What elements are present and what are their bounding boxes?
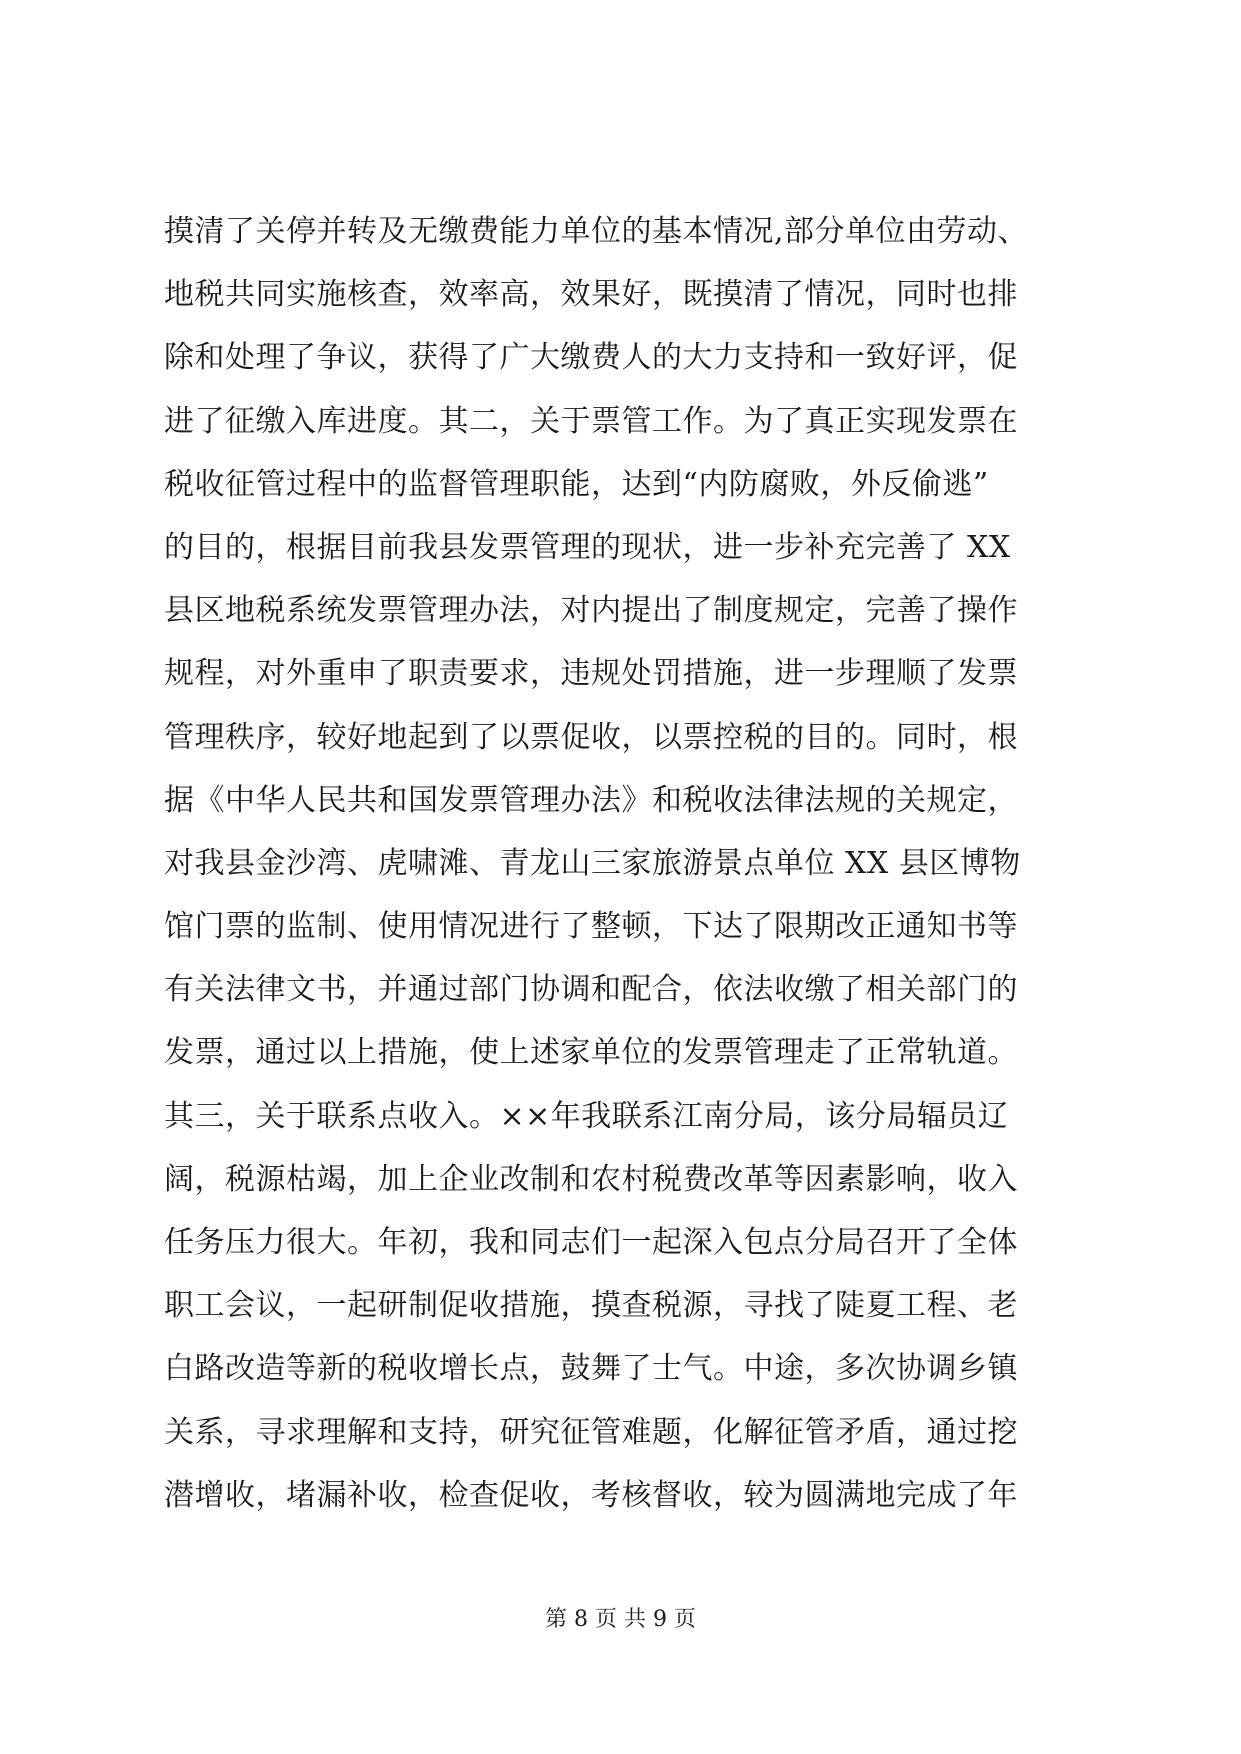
text-line: 摸清了关停并转及无缴费能力单位的基本情况,部分单位由劳动、 bbox=[164, 214, 1029, 249]
text-line: 对我县金沙湾、虎啸滩、青龙山三家旅游景点单位 XX 县区博物 bbox=[164, 845, 1021, 881]
text-line: 规程，对外重申了职责要求，违规处罚措施，进一步理顺了发票 bbox=[164, 656, 1018, 692]
text-line: 任务压力很大。年初，我和同志们一起深入包点分局召开了全体 bbox=[164, 1225, 1018, 1260]
text-line: 职工会议，一起研制促收措施，摸查税源，寻找了陡夏工程、老 bbox=[164, 1288, 1018, 1324]
text-line: 进了征缴入库进度。其二，关于票管工作。为了真正实现发票在 bbox=[164, 403, 1018, 439]
page-footer bbox=[0, 1605, 1241, 1635]
text-line: 阔，税源枯竭，加上企业改制和农村税费改革等因素影响，收入 bbox=[164, 1161, 1018, 1197]
text-line: 关系，寻求理解和支持，研究征管难题，化解征管矛盾，通过挖 bbox=[164, 1414, 1018, 1450]
text-line: 其三，关于联系点收入。××年我联系江南分局，该分局辐员辽 bbox=[164, 1098, 1009, 1134]
text-line: 地税共同实施核查，效率高，效果好，既摸清了情况，同时也排 bbox=[164, 277, 1018, 313]
text-line: 发票，通过以上措施，使上述家单位的发票管理走了正常轨道。 bbox=[164, 1035, 1018, 1071]
text-line: 县区地税系统发票管理办法，对内提出了制度规定，完善了操作 bbox=[164, 593, 1018, 629]
text-line: 的目的，根据目前我县发票管理的现状，进一步补充完善了 XX bbox=[164, 529, 1011, 565]
text-line: 有关法律文书，并通过部门协调和配合，依法收缴了相关部门的 bbox=[164, 972, 1018, 1008]
page-number: 第 8 页 共 9 页 bbox=[545, 1607, 696, 1632]
text-line: 据《中华人民共和国发票管理办法》和税收法律法规的关规定， bbox=[164, 782, 1018, 818]
text-line: 管理秩序，较好地起到了以票促收，以票控税的目的。同时，根 bbox=[164, 719, 1018, 755]
body-text bbox=[164, 200, 1124, 1527]
text-line: 潜增收，堵漏补收，检查促收，考核督收，较为圆满地完成了年 bbox=[164, 1477, 1018, 1513]
text-line: 除和处理了争议，获得了广大缴费人的大力支持和一致好评，促 bbox=[164, 340, 1018, 376]
text-line: 税收征管过程中的监督管理职能，达到“内防腐败，外反偷逃” bbox=[164, 466, 989, 502]
text-line: 白路改造等新的税收增长点，鼓舞了士气。中途，多次协调乡镇 bbox=[164, 1351, 1018, 1387]
text-line: 馆门票的监制、使用情况进行了整顿，下达了限期改正通知书等 bbox=[164, 909, 1018, 945]
